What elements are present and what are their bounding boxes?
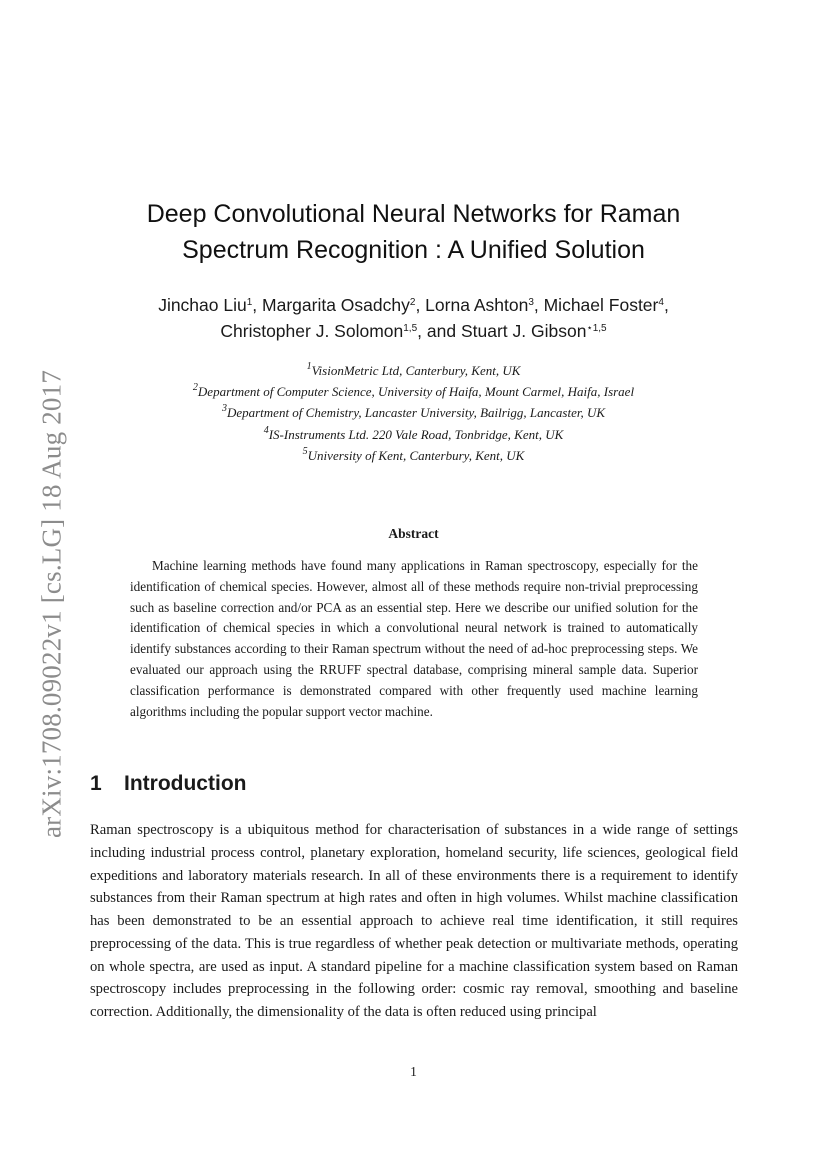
affiliation-list bbox=[0, 360, 827, 466]
section-title: Introduction bbox=[124, 772, 247, 795]
arxiv-stamp: arXiv:1708.09022v1 [cs.LG] 18 Aug 2017 bbox=[36, 369, 67, 839]
paper-title bbox=[0, 196, 827, 268]
affiliation: $^3$Department of Chemistry, Lancaster University, Bailrigg, Lancaster, UK bbox=[221, 403, 606, 421]
title-line-1: Deep Convolutional Neural Networks for Raman bbox=[146, 200, 681, 228]
author: Stuart J. Gibson$^{⋆1,5}$ bbox=[460, 321, 607, 341]
abstract-heading: Abstract bbox=[388, 526, 439, 541]
section-heading bbox=[90, 772, 246, 796]
section-number: 1 bbox=[90, 772, 102, 795]
affiliation: $^4$IS-Instruments Ltd. 220 Vale Road, Tonbridge, Kent, UK bbox=[263, 424, 564, 442]
author: Christopher J. Solomon$^{1,5}$ bbox=[220, 321, 418, 341]
page-number: 1 bbox=[410, 1064, 417, 1079]
introduction-text: Raman spectroscopy is a ubiquitous method for characterisation of substances in a wide range of settings including industrial process control, planetary exploration, homeland security, life sciences, geological field expeditions and laboratory materials research. In all of these environments there is a requirement to identify substances from their Raman spectrum at high rates and often in high volumes. Whilst machine classification has been demonstrated to be an essential approach to achieve real time identification, it still requires preprocessing of the data. This is true regardless of whether peak detection or multivariate methods, operating on whole spectra, are used as input. A standard pipeline for a machine classification system based on Raman spectroscopy includes preprocessing in the following order: cosmic ray removal, smoothing and baseline correction. Additionally, the dimensionality of the data is often reduced using principal bbox=[90, 822, 738, 1020]
author: Michael Foster$^4$ bbox=[543, 295, 664, 315]
author: Margarita Osadchy$^2$ bbox=[262, 295, 416, 315]
affiliation: $^2$Department of Computer Science, University of Haifa, Mount Carmel, Haifa, Israel bbox=[192, 382, 635, 400]
author: Jinchao Liu$^1$ bbox=[158, 295, 253, 315]
author-list: Jinchao Liu$^1$, Margarita Osadchy$^2$, Lorna Ashton$^3$, Michael Foster$^4$, Christopher J. Solomon$^{1,5}$, and Stuart J. Gibson$^{⋆1,5}$ bbox=[158, 295, 669, 341]
title-line-2: Spectrum Recognition : A Unified Solution bbox=[182, 236, 645, 264]
affiliation: $^1$VisionMetric Ltd, Canterbury, Kent, UK bbox=[306, 361, 521, 378]
affiliation: $^5$University of Kent, Canterbury, Kent, UK bbox=[302, 445, 525, 463]
abstract-text: Machine learning methods have found many applications in Raman spectroscopy, especially for the identification of chemical species. However, almost all of these methods require non-trivial preprocessing such as baseline correction and/or PCA as an essential step. Here we describe our unified solution for the identification of chemical species in which a convolutional neural network is trained to automatically identify substances according to their Raman spectrum without the need of ad-hoc preprocessing steps. We evaluated our approach using the RRUFF spectral database, comprising mineral sample data. Superior classification performance is demonstrated compared with other frequently used machine learning algorithms including the popular support vector machine. bbox=[130, 558, 698, 719]
author: Lorna Ashton$^3$ bbox=[425, 295, 534, 315]
